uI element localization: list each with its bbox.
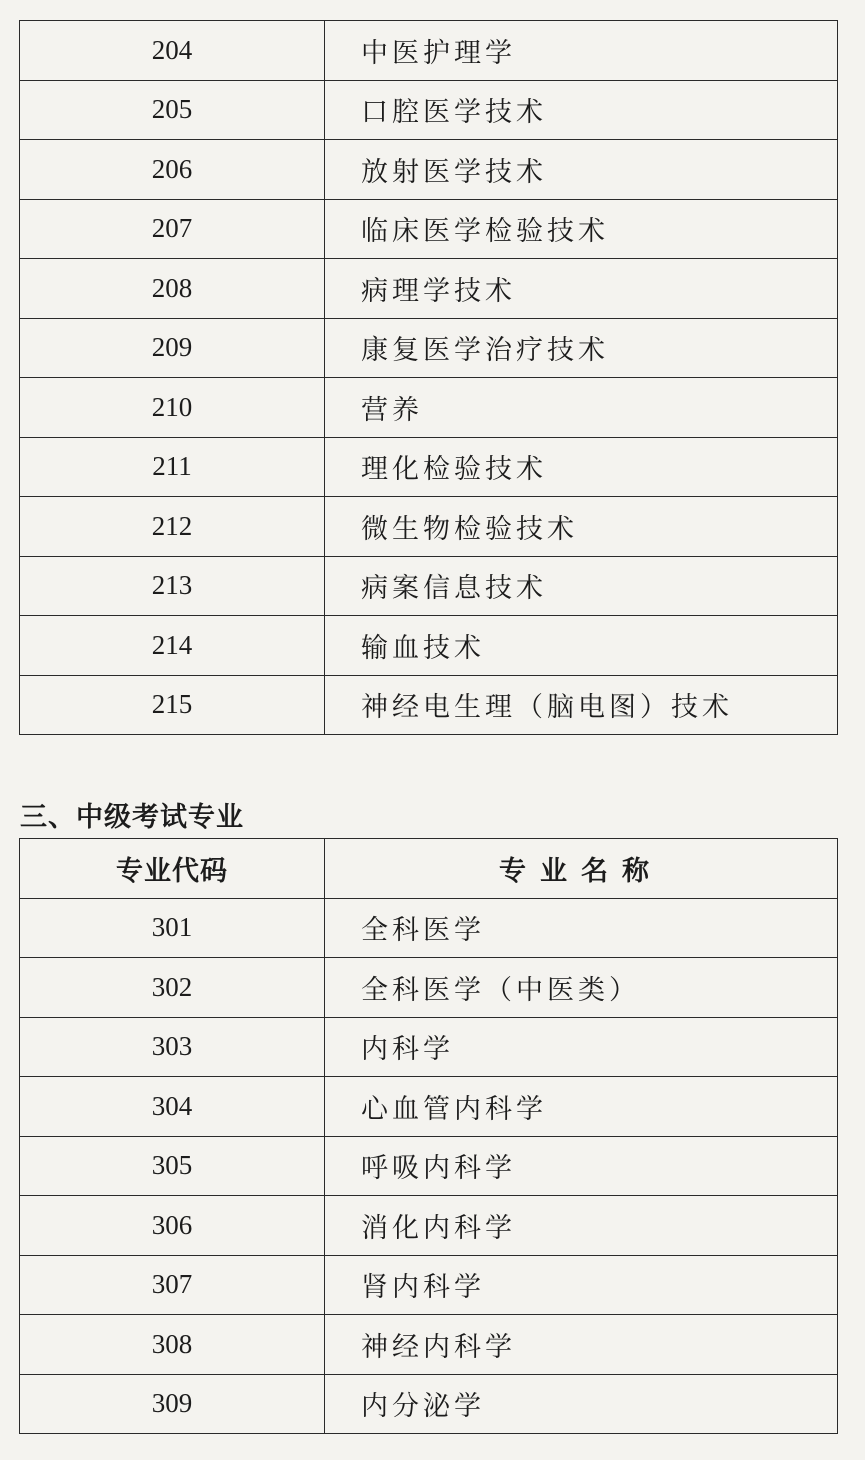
specialty-code: 204 [20,21,325,81]
specialty-name: 康复医学治疗技术 [325,318,838,378]
specialty-code: 301 [20,898,325,958]
table-row [20,675,838,735]
table-row [20,616,838,676]
specialty-code: 305 [20,1136,325,1196]
section-title: 三、中级考试专业 [20,802,244,833]
table-header [20,839,838,899]
specialty-code: 208 [20,259,325,319]
column-header-code: 专业代码 [20,839,325,899]
table-row [20,958,838,1018]
table-row [20,1255,838,1315]
specialty-code: 214 [20,616,325,676]
specialty-code: 307 [20,1255,325,1315]
table-row [20,140,838,200]
specialty-name: 病案信息技术 [325,556,838,616]
table-row [20,1017,838,1077]
table-row [20,437,838,497]
specialty-code: 215 [20,675,325,735]
table-row [20,1374,838,1434]
specialty-code: 209 [20,318,325,378]
specialty-name: 神经电生理（脑电图）技术 [325,675,838,735]
specialty-name: 临床医学检验技术 [325,199,838,259]
specialty-name: 全科医学 [325,898,838,958]
specialty-code: 302 [20,958,325,1018]
table-row [20,1136,838,1196]
specialty-code: 211 [20,437,325,497]
specialty-code: 309 [20,1374,325,1434]
table-row [20,318,838,378]
specialty-name: 病理学技术 [325,259,838,319]
specialty-code: 306 [20,1196,325,1256]
specialty-code: 308 [20,1315,325,1375]
specialty-name: 内分泌学 [325,1374,838,1434]
table-row [20,497,838,557]
specialty-name: 微生物检验技术 [325,497,838,557]
table-row [20,199,838,259]
table-row [20,1315,838,1375]
specialty-name: 输血技术 [325,616,838,676]
specialty-code: 207 [20,199,325,259]
table-row [20,80,838,140]
column-header-name: 专业名称 [325,839,838,899]
table-header-row [20,839,838,899]
table-row [20,898,838,958]
specialty-name: 中医护理学 [325,21,838,81]
specialty-name: 营养 [325,378,838,438]
intermediate-specialty-table-body [20,898,838,1434]
specialty-name: 肾内科学 [325,1255,838,1315]
specialty-code: 205 [20,80,325,140]
specialty-name: 口腔医学技术 [325,80,838,140]
specialty-code: 303 [20,1017,325,1077]
specialty-name: 消化内科学 [325,1196,838,1256]
specialty-code: 213 [20,556,325,616]
table-row [20,556,838,616]
specialty-name: 神经内科学 [325,1315,838,1375]
table-row [20,378,838,438]
table-row [20,1077,838,1137]
table-row [20,259,838,319]
table-row [20,21,838,81]
specialty-code: 206 [20,140,325,200]
specialty-name: 内科学 [325,1017,838,1077]
specialty-name: 心血管内科学 [325,1077,838,1137]
specialty-name: 呼吸内科学 [325,1136,838,1196]
specialty-table-continued [19,20,838,735]
specialty-name: 全科医学（中医类） [325,958,838,1018]
intermediate-specialty-table [19,838,838,1434]
specialty-name: 放射医学技术 [325,140,838,200]
specialty-code: 212 [20,497,325,557]
specialty-code: 304 [20,1077,325,1137]
specialty-code: 210 [20,378,325,438]
specialty-table-continued-body [20,21,838,735]
specialty-name: 理化检验技术 [325,437,838,497]
table-row [20,1196,838,1256]
